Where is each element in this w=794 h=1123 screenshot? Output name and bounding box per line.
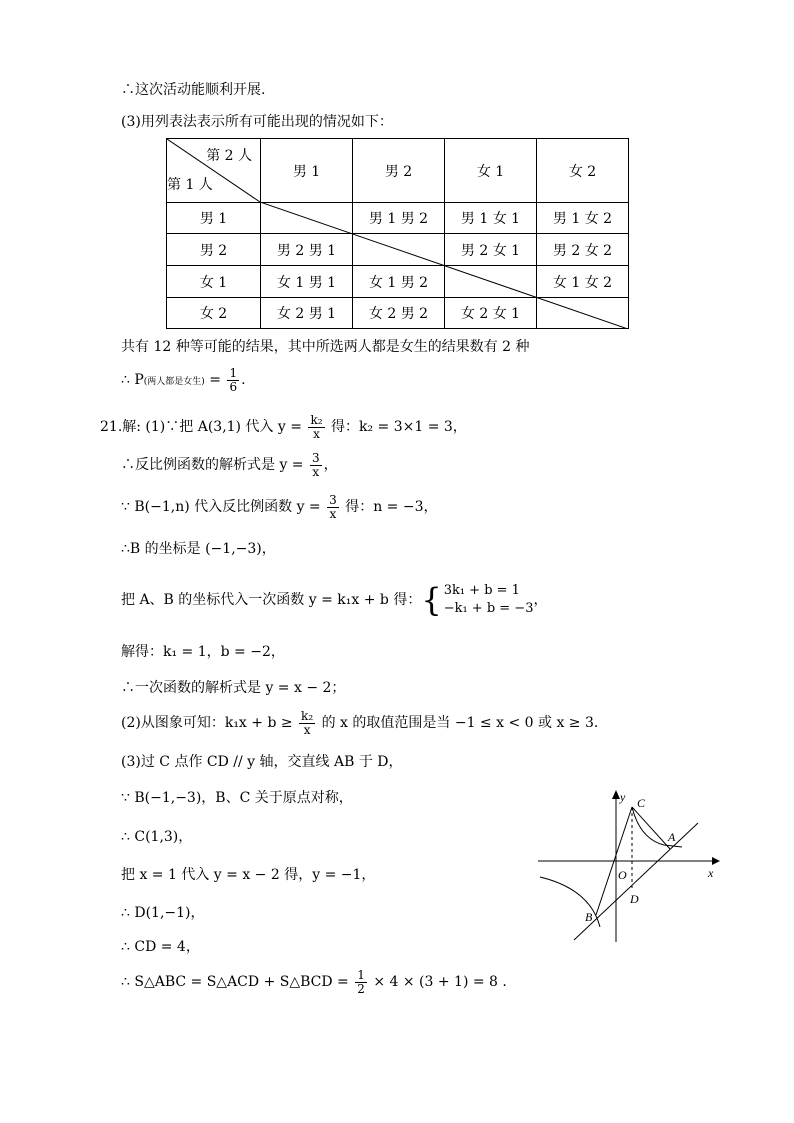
col-header: 女 2 bbox=[537, 139, 629, 203]
table-cell: 男 1 女 2 bbox=[537, 203, 629, 234]
line-text-end: 的 x 的取值范围是当 −1 ≤ x < 0 或 x ≥ 3. bbox=[317, 715, 599, 731]
fraction-denominator: x bbox=[303, 722, 311, 737]
equals: = bbox=[204, 372, 226, 388]
coordinate-figure bbox=[536, 787, 726, 947]
fraction-denominator: 6 bbox=[229, 379, 238, 394]
fraction-numerator: 3 bbox=[312, 450, 320, 465]
inverse-function-line bbox=[121, 448, 338, 482]
label-o: O bbox=[618, 868, 627, 882]
fraction bbox=[308, 414, 324, 441]
solution-line: 解得：k₁ = 1，b = −2， bbox=[121, 644, 285, 660]
line-text: (2)从图象可知：k₁x + b ≥ bbox=[121, 715, 298, 731]
fraction-numerator: 1 bbox=[357, 967, 365, 982]
equation-system bbox=[444, 582, 534, 618]
col-header: 男 1 bbox=[261, 139, 353, 203]
q21-text-end: 得：k₂ = 3×1 = 3， bbox=[326, 419, 467, 435]
linear-system-line bbox=[121, 580, 547, 620]
substitute-line: 把 x = 1 代入 y = x − 2 得，y = −1， bbox=[121, 867, 376, 883]
left-brace: { bbox=[421, 581, 442, 619]
line-text: ∵ B(−1,n) 代入反比例函数 y = bbox=[121, 499, 326, 515]
prob-symbol: ∴ P bbox=[121, 372, 144, 388]
linear-function-line: ∴一次函数的解析式是 y = x − 2； bbox=[121, 680, 346, 696]
fraction bbox=[327, 494, 339, 521]
table-cell: 女 1 男 2 bbox=[353, 266, 445, 298]
fraction bbox=[355, 969, 367, 996]
fraction bbox=[299, 710, 315, 737]
line-text-end: 得：n = −3， bbox=[340, 499, 438, 515]
fraction bbox=[310, 452, 322, 479]
line-text-end: ， bbox=[533, 592, 548, 608]
symmetry-line: ∵ B(−1,−3)，B、C 关于原点对称， bbox=[121, 790, 353, 806]
fraction-numerator: 3 bbox=[329, 492, 337, 507]
part2-line bbox=[121, 706, 598, 740]
fraction-denominator: x bbox=[312, 464, 320, 479]
table-cell: 男 1 男 2 bbox=[353, 203, 445, 234]
line-text: ∴ S△ABC = S△ACD + S△BCD = bbox=[121, 974, 354, 990]
cd-length-line: ∴ CD = 4， bbox=[121, 939, 200, 955]
label-d: D bbox=[630, 892, 639, 906]
line-text: 把 A、B 的坐标代入一次函数 y = k₁x + b 得： bbox=[121, 592, 422, 608]
part3-intro: (3)用列表法表示所有可能出现的情况如下： bbox=[121, 114, 393, 130]
fraction-numerator: k₂ bbox=[301, 708, 314, 723]
d-coordinate-line: ∴ D(1,−1)， bbox=[121, 905, 205, 921]
x-axis-arrow-icon bbox=[712, 857, 720, 865]
fraction-denominator: 2 bbox=[357, 981, 365, 996]
line-text-end: ， bbox=[323, 457, 338, 473]
row-header: 男 1 bbox=[167, 203, 261, 234]
prob-subscript: (两人都是女生) bbox=[143, 377, 205, 387]
segment-ac bbox=[632, 807, 670, 849]
q21-part1-line bbox=[100, 410, 467, 444]
table-diagonal-line bbox=[260, 202, 628, 329]
col-header: 女 1 bbox=[445, 139, 537, 203]
table-cell: 男 2 女 2 bbox=[537, 234, 629, 266]
fraction-denominator: x bbox=[329, 506, 337, 521]
corner-top-label: 第 2 人 bbox=[206, 148, 252, 164]
table-cell: 女 1 女 2 bbox=[537, 266, 629, 298]
fraction-denominator: x bbox=[313, 426, 320, 441]
conclusion-line: ∴这次活动能顺利开展. bbox=[121, 82, 266, 98]
table-cell: 女 2 男 2 bbox=[353, 298, 445, 329]
corner-bottom-label: 第 1 人 bbox=[167, 177, 213, 193]
fraction bbox=[227, 367, 239, 394]
line-text: ∴反比例函数的解析式是 y = bbox=[121, 457, 308, 473]
q21-text: 21.解: (1)∵把 A(3,1) 代入 y = bbox=[100, 419, 307, 435]
label-x: x bbox=[708, 866, 714, 880]
row-header: 男 2 bbox=[167, 234, 261, 266]
line-ab bbox=[574, 823, 698, 940]
table-cell: 男 2 男 1 bbox=[261, 234, 353, 266]
label-b: B bbox=[585, 910, 593, 924]
area-line bbox=[121, 965, 507, 999]
row-header: 女 2 bbox=[167, 298, 261, 329]
line-text-end: × 4 × (3 + 1) = 8 . bbox=[368, 974, 507, 990]
table-cell: 女 2 男 1 bbox=[261, 298, 353, 329]
col-header: 男 2 bbox=[353, 139, 445, 203]
period: . bbox=[241, 372, 246, 388]
table-corner-cell bbox=[167, 139, 261, 203]
label-c: C bbox=[637, 796, 646, 810]
part3-line: (3)过 C 点作 CD // y 轴，交直线 AB 于 D， bbox=[121, 754, 403, 770]
b-coordinate-line: ∴B 的坐标是 (−1,−3)， bbox=[121, 541, 276, 557]
label-a: A bbox=[668, 830, 676, 844]
fraction-numerator: 1 bbox=[229, 365, 238, 380]
c-coordinate-line: ∴ C(1,3)， bbox=[121, 829, 193, 845]
point-b-line bbox=[121, 490, 438, 524]
table-cell: 女 2 女 1 bbox=[445, 298, 537, 329]
row-header: 女 1 bbox=[167, 266, 261, 298]
table-cell: 女 1 男 1 bbox=[261, 266, 353, 298]
y-axis-arrow-icon bbox=[612, 790, 620, 799]
table-cell: 男 1 女 1 bbox=[445, 203, 537, 234]
probability-line bbox=[121, 363, 246, 397]
count-line: 共有 12 种等可能的结果，其中所选两人都是女生的结果数有 2 种 bbox=[121, 339, 530, 355]
label-y: y bbox=[620, 790, 626, 804]
fraction-numerator: k₂ bbox=[310, 412, 323, 427]
equation-1: 3k₁ + b = 1 bbox=[443, 583, 520, 598]
equation-2: −k₁ + b = −3 bbox=[443, 601, 534, 616]
table-cell: 男 2 女 1 bbox=[445, 234, 537, 266]
